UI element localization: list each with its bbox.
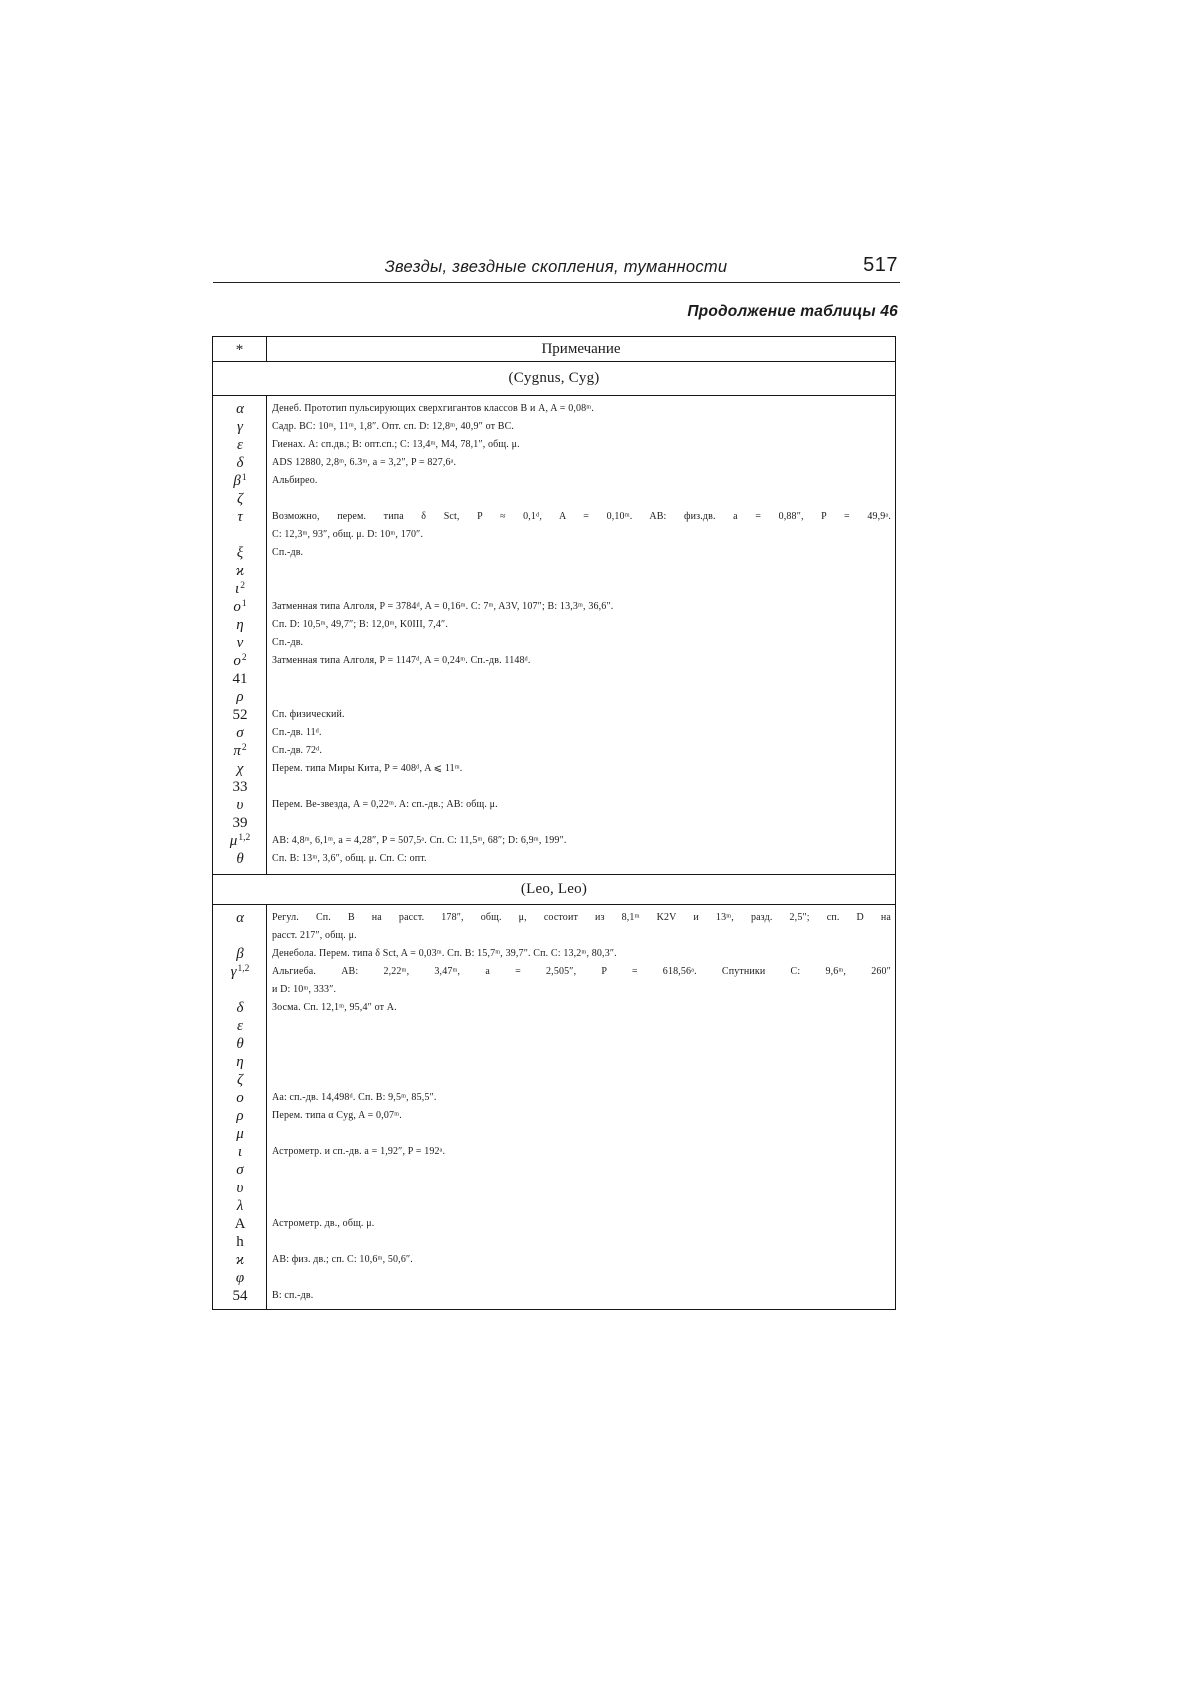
table-row [213, 724, 895, 742]
row-symbol [213, 1071, 267, 1089]
section-title: (Leo, Leo) [213, 875, 895, 905]
row-symbol [213, 1233, 267, 1251]
table-row [213, 508, 895, 544]
row-note-line: расст. 217″, общ. μ. [272, 930, 357, 941]
table-row [213, 1035, 895, 1053]
row-symbol-base: β [236, 946, 244, 962]
row-symbol-base: ρ [236, 1108, 244, 1124]
table-row [213, 418, 895, 436]
row-symbol-base: δ [236, 1000, 244, 1016]
row-symbol-base: μ [229, 833, 238, 849]
row-note [267, 688, 895, 706]
table-row [213, 1089, 895, 1107]
table-row [213, 1161, 895, 1179]
row-note-line: Астрометр. и сп.-дв. a = 1,92″, P = 192ᵃ. [272, 1146, 446, 1157]
row-symbol-base: ϰ [235, 1252, 245, 1268]
row-symbol-base: A [234, 1216, 246, 1232]
column-header-symbol: * [213, 337, 267, 361]
row-symbol [213, 616, 267, 634]
running-title: Звезды, звездные скопления, туманности [384, 258, 728, 276]
row-symbol-base: θ [236, 851, 244, 867]
table-row [213, 454, 895, 472]
row-symbol-base: γ [237, 419, 243, 435]
table-row [213, 670, 895, 688]
section-title: (Cygnus, Cyg) [213, 362, 895, 396]
row-note [267, 778, 895, 796]
row-symbol [213, 670, 267, 688]
row-symbol-superscript: 1,2 [237, 964, 250, 974]
row-symbol-base: υ [236, 797, 244, 813]
row-note [267, 850, 895, 868]
row-symbol-base: α [236, 401, 244, 417]
row-symbol-superscript: 2 [241, 653, 247, 663]
row-note-line: Сп. B: 13ᵐ, 3,6″, общ. μ. Сп. C: опт. [272, 853, 427, 864]
row-note-line: Aa: сп.-дв. 14,498ᵈ. Сп. B: 9,5ᵐ, 85,5″. [272, 1092, 437, 1103]
row-symbol [213, 1269, 267, 1287]
row-symbol-superscript: 1 [241, 599, 247, 609]
row-note-line: Сп.-дв. [272, 637, 304, 648]
row-symbol-base: δ [236, 455, 244, 471]
row-note-line: Перем. Be-звезда, A = 0,22ᵐ. A: сп.-дв.; AB: общ. μ. [272, 799, 498, 810]
row-symbol [213, 580, 267, 598]
row-note-line: C: 12,3ᵐ, 93″, общ. μ. D: 10ᵐ, 170″. [272, 529, 424, 540]
row-symbol [213, 909, 267, 927]
row-note-line: Сп. физический. [272, 709, 345, 720]
row-note [267, 742, 895, 760]
row-symbol [213, 454, 267, 472]
row-symbol-base: ρ [236, 689, 244, 705]
table-row [213, 796, 895, 814]
table-row [213, 688, 895, 706]
row-note [267, 1197, 895, 1215]
row-note [267, 760, 895, 778]
row-symbol [213, 562, 267, 580]
table-row [213, 436, 895, 454]
row-symbol [213, 832, 267, 850]
row-symbol-base: τ [237, 509, 243, 525]
row-note-line: Затменная типа Алголя, P = 3784ᵈ, A = 0,16ᵐ. C: 7ᵐ, A3V, 107″; B: 13,3ᵐ, 36,6″. [272, 601, 614, 612]
row-note [267, 400, 895, 418]
row-note-line: Денеб. Прототип пульсирующих сверхгигантов классов B и A, A = 0,08ᵐ. [272, 403, 594, 414]
row-symbol-base: ι [235, 581, 240, 597]
table-row [213, 1287, 895, 1305]
row-note-line: Регул. Сп. B на расст. 178″, общ. μ, состоит из 8,1ᵐ K2V и 13ᵐ, разд. 2,5″; сп. D на [272, 912, 891, 923]
row-note [267, 724, 895, 742]
header-rule [213, 282, 900, 283]
row-symbol-base: χ [236, 761, 244, 777]
row-symbol-base: 52 [232, 707, 248, 723]
row-note [267, 1071, 895, 1089]
row-note-line: ADS 12880, 2,8ᵐ, 6.3ᵐ, a = 3,2″, P = 827,6ᵃ. [272, 457, 457, 468]
row-note [267, 544, 895, 562]
row-symbol-base: ξ [236, 545, 244, 561]
row-symbol [213, 436, 267, 454]
row-note [267, 1089, 895, 1107]
row-note-line: Перем. типа Миры Кита, P = 408ᵈ, A ⩽ 11ᵐ. [272, 763, 463, 774]
table-row [213, 1251, 895, 1269]
row-symbol-base: ν [236, 635, 244, 651]
row-note [267, 814, 895, 832]
row-note [267, 598, 895, 616]
table-row [213, 814, 895, 832]
row-note [267, 1251, 895, 1269]
row-note-line: Денебола. Перем. типа δ Sct, A = 0,03ᵐ. Сп. B: 15,7ᵐ, 39,7″. Сп. C: 13,2ᵐ, 80,3″. [272, 948, 617, 959]
table-row [213, 616, 895, 634]
row-symbol-base: ο [233, 653, 241, 669]
row-note [267, 652, 895, 670]
row-symbol-base: θ [236, 1036, 244, 1052]
table-row [213, 580, 895, 598]
row-note [267, 1035, 895, 1053]
row-symbol-base: ι [237, 1144, 243, 1160]
row-note [267, 508, 895, 544]
row-symbol-base: α [236, 910, 244, 926]
row-symbol [213, 1089, 267, 1107]
row-symbol [213, 1215, 267, 1233]
row-note [267, 490, 895, 508]
row-symbol [213, 1161, 267, 1179]
row-symbol [213, 1179, 267, 1197]
row-symbol-base: η [236, 617, 244, 633]
row-note [267, 436, 895, 454]
row-note-line: Перем. типа α Cyg, A = 0,07ᵐ. [272, 1110, 402, 1121]
table-row [213, 1107, 895, 1125]
row-symbol [213, 1287, 267, 1305]
table-row [213, 778, 895, 796]
row-symbol [213, 1197, 267, 1215]
row-symbol-base: β [233, 473, 241, 489]
row-symbol [213, 544, 267, 562]
row-symbol-base: μ [236, 1126, 244, 1142]
table-row [213, 742, 895, 760]
row-symbol-base: λ [236, 1198, 244, 1214]
row-symbol-base: ζ [236, 491, 244, 507]
row-note [267, 999, 895, 1017]
row-note [267, 909, 895, 945]
table-row [213, 598, 895, 616]
row-note [267, 670, 895, 688]
table-row [213, 1053, 895, 1071]
row-note [267, 945, 895, 963]
row-symbol-superscript: 2 [240, 581, 245, 591]
row-symbol [213, 472, 267, 490]
row-symbol [213, 778, 267, 796]
row-symbol [213, 490, 267, 508]
row-note-line: Гиенах. A: сп.дв.; B: опт.сп.; C: 13,4ᵐ, M4, 78,1″, общ. μ. [272, 439, 520, 450]
row-symbol-base: 39 [232, 815, 248, 831]
row-symbol-base: ε [237, 1018, 243, 1034]
row-symbol [213, 742, 267, 760]
row-symbol [213, 706, 267, 724]
row-symbol-base: ο [236, 1090, 244, 1106]
row-note-line: Сп.-дв. 11ᵈ. [272, 727, 322, 738]
row-note [267, 454, 895, 472]
row-symbol-base: σ [236, 725, 244, 741]
row-symbol-base: 41 [232, 671, 248, 687]
row-symbol [213, 796, 267, 814]
row-note [267, 1233, 895, 1251]
row-note-line: Зосма. Сп. 12,1ᵐ, 95,4″ от A. [272, 1002, 397, 1013]
row-symbol-superscript: 1 [241, 473, 247, 483]
row-note-line: Астрометр. дв., общ. μ. [272, 1218, 375, 1229]
row-note-line: Сп.-дв. [272, 547, 304, 558]
row-note-line: Возможно, перем. типа δ Sct, P ≈ 0,1ᵈ, A = 0,10ᵐ. AB: физ.дв. a = 0,88″, P = 49,9ᵃ. [272, 511, 891, 522]
row-symbol-base: 33 [232, 779, 248, 795]
row-note-line: AB: 4,8ᵐ, 6,1ᵐ, a = 4,28″, P = 507,5ᵃ. Сп. C: 11,5ᵐ, 68″; D: 6,9ᵐ, 199″. [272, 835, 567, 846]
row-symbol [213, 1035, 267, 1053]
row-symbol-base: υ [236, 1180, 244, 1196]
row-note [267, 706, 895, 724]
table-row [213, 490, 895, 508]
column-header-note: Примечание [541, 341, 621, 357]
row-note [267, 1143, 895, 1161]
row-symbol [213, 850, 267, 868]
table-row [213, 400, 895, 418]
row-symbol [213, 652, 267, 670]
row-symbol [213, 963, 267, 981]
row-note-line: AB: физ. дв.; сп. C: 10,6ᵐ, 50,6″. [272, 1254, 413, 1265]
table-row [213, 999, 895, 1017]
table-caption: Продолжение таблицы 46 [687, 303, 898, 320]
row-symbol [213, 814, 267, 832]
row-symbol [213, 688, 267, 706]
row-symbol-base: ε [237, 437, 243, 453]
row-note [267, 1107, 895, 1125]
row-note [267, 832, 895, 850]
row-symbol [213, 1125, 267, 1143]
row-symbol-superscript: 1,2 [238, 833, 251, 843]
row-symbol-base: φ [235, 1270, 245, 1286]
row-symbol-base: ζ [236, 1072, 244, 1088]
table-row [213, 909, 895, 945]
table-row [213, 1215, 895, 1233]
row-symbol-base: σ [236, 1162, 244, 1178]
table-row [213, 832, 895, 850]
row-note-line: Сп. D: 10,5ᵐ, 49,7″; B: 12,0ᵐ, K0III, 7,4″. [272, 619, 449, 630]
row-note [267, 1179, 895, 1197]
row-symbol-base: γ [230, 964, 237, 980]
row-note-line: Альгиеба. AB: 2,22ᵐ, 3,47ᵐ, a = 2,505″, P = 618,56ᵃ. Спутники C: 9,6ᵐ, 260″ [272, 966, 891, 977]
star-table [212, 336, 896, 1310]
row-note [267, 1053, 895, 1071]
row-note [267, 562, 895, 580]
row-note [267, 963, 895, 999]
table-row [213, 544, 895, 562]
row-symbol [213, 508, 267, 526]
row-symbol [213, 1107, 267, 1125]
row-symbol [213, 945, 267, 963]
table-row [213, 1143, 895, 1161]
table-row [213, 1071, 895, 1089]
table-row [213, 760, 895, 778]
row-note [267, 1161, 895, 1179]
row-symbol-superscript: 2 [241, 743, 247, 753]
row-note-line: Затменная типа Алголя, P = 1147ᵈ, A = 0,24ᵐ. Сп.-дв. 1148ᵈ. [272, 655, 531, 666]
row-symbol-base: ο [233, 599, 241, 615]
table-row [213, 634, 895, 652]
row-symbol [213, 1251, 267, 1269]
row-note-line: и D: 10ᵐ, 333″. [272, 984, 337, 995]
row-symbol [213, 1017, 267, 1035]
section-body [213, 905, 895, 1309]
row-note [267, 1269, 895, 1287]
row-symbol-base: ϰ [235, 563, 245, 579]
row-symbol [213, 1053, 267, 1071]
row-note [267, 796, 895, 814]
table-row [213, 850, 895, 868]
row-symbol [213, 724, 267, 742]
row-note [267, 1125, 895, 1143]
row-note-line: Сп.-дв. 72ᵈ. [272, 745, 323, 756]
table-row [213, 1233, 895, 1251]
row-note [267, 1215, 895, 1233]
page-number: 517 [863, 254, 898, 276]
row-note [267, 634, 895, 652]
row-symbol [213, 418, 267, 436]
table-row [213, 472, 895, 490]
row-note [267, 616, 895, 634]
row-symbol [213, 634, 267, 652]
table-row [213, 652, 895, 670]
row-note-line: Альбирео. [272, 475, 318, 486]
table-header-row [213, 337, 895, 362]
row-symbol [213, 598, 267, 616]
table-row [213, 1125, 895, 1143]
row-symbol-base: h [236, 1234, 244, 1250]
table-row [213, 963, 895, 999]
table-row [213, 1017, 895, 1035]
row-note [267, 1017, 895, 1035]
section-body [213, 396, 895, 875]
table-row [213, 1197, 895, 1215]
row-note [267, 1287, 895, 1305]
row-symbol-base: π [233, 743, 241, 759]
table-row [213, 562, 895, 580]
row-symbol [213, 999, 267, 1017]
row-note [267, 580, 895, 598]
row-symbol-base: η [236, 1054, 244, 1070]
row-note-line: Садр. BC: 10ᵐ, 11ᵐ, 1,8″. Опт. сп. D: 12,8ᵐ, 40,9″ от BC. [272, 421, 515, 432]
table-row [213, 1269, 895, 1287]
row-note [267, 472, 895, 490]
row-note-line: B: сп.-дв. [272, 1290, 314, 1301]
row-symbol-base: 54 [232, 1288, 248, 1304]
table-row [213, 706, 895, 724]
row-symbol [213, 400, 267, 418]
row-symbol [213, 1143, 267, 1161]
row-note [267, 418, 895, 436]
row-symbol [213, 760, 267, 778]
table-row [213, 1179, 895, 1197]
table-row [213, 945, 895, 963]
